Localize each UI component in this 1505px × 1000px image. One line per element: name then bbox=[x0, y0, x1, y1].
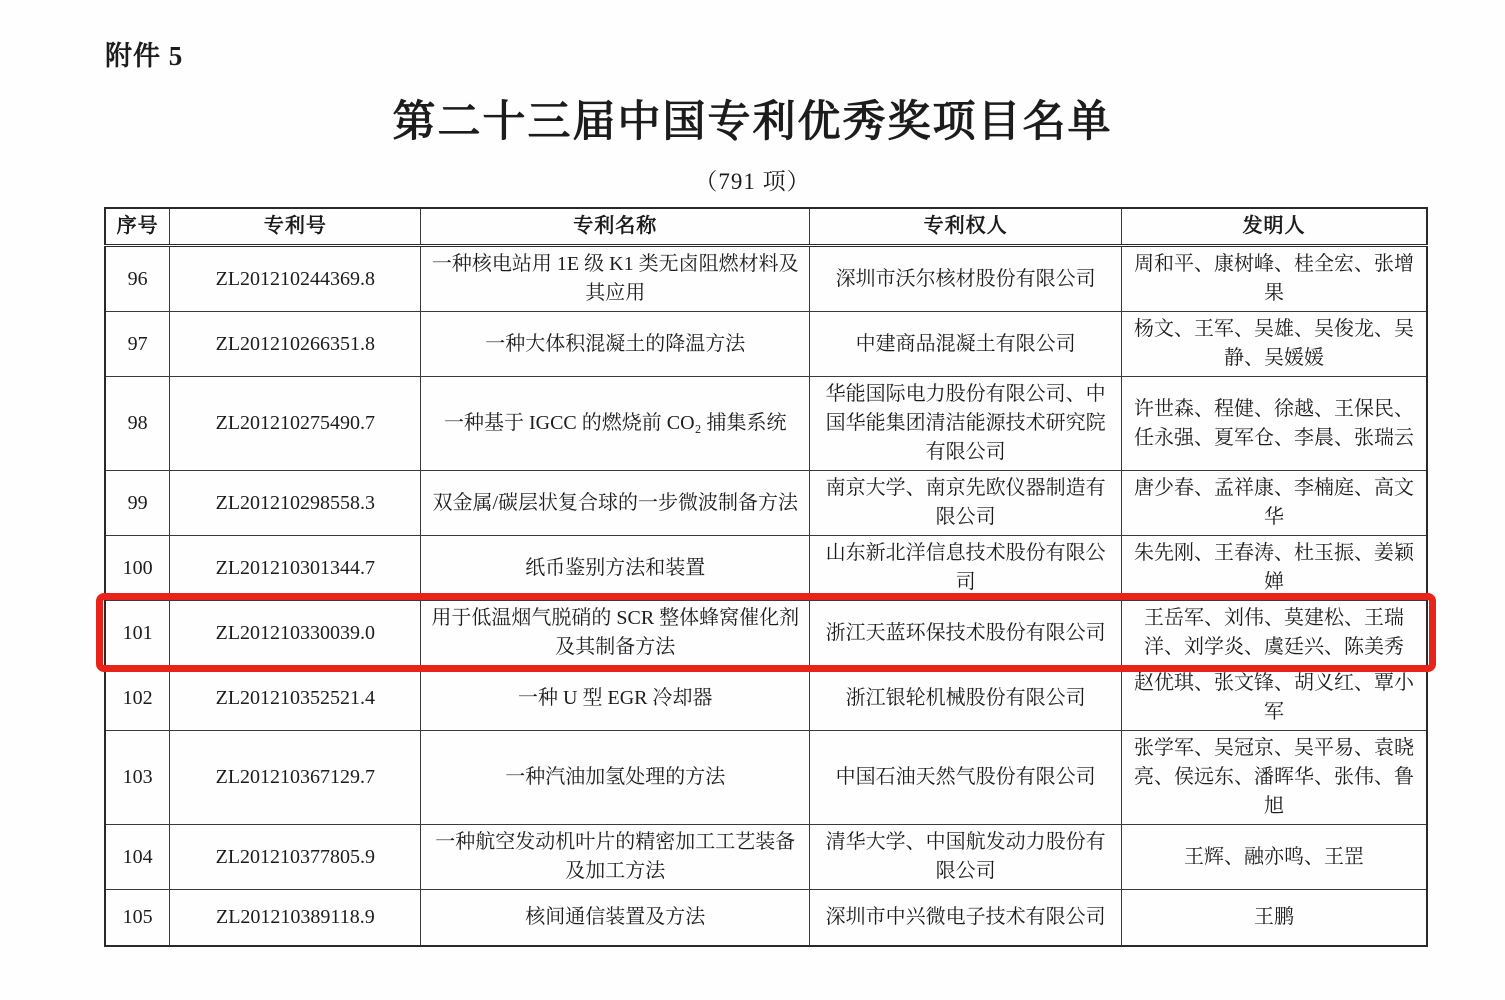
cell-patent-no: ZL201210301344.7 bbox=[170, 536, 421, 601]
cell-patent-name: 一种汽油加氢处理的方法 bbox=[421, 731, 810, 825]
cell-patent-no: ZL201210244369.8 bbox=[170, 246, 421, 312]
cell-patent-no: ZL201210389118.9 bbox=[170, 890, 421, 946]
column-header-no: 序号 bbox=[105, 208, 170, 246]
cell-inventors: 张学军、吴冠京、吴平易、袁晓亮、侯远东、潘晖华、张伟、鲁旭 bbox=[1122, 731, 1427, 825]
cell-patent-no: ZL201210298558.3 bbox=[170, 471, 421, 536]
patent-table-container bbox=[104, 207, 1428, 947]
column-header-patent-no: 专利号 bbox=[170, 208, 421, 246]
cell-patent-name: 一种基于 IGCC 的燃烧前 CO₂ 捕集系统 bbox=[421, 377, 810, 471]
cell-inventors: 王鹏 bbox=[1122, 890, 1427, 946]
cell-no: 104 bbox=[105, 825, 170, 890]
column-header-inventors: 发明人 bbox=[1122, 208, 1427, 246]
cell-inventors: 唐少春、孟祥康、李楠庭、高文华 bbox=[1122, 471, 1427, 536]
attachment-label: 附件 5 bbox=[105, 41, 184, 71]
cell-no: 101 bbox=[105, 601, 170, 666]
cell-patentee: 南京大学、南京先欧仪器制造有限公司 bbox=[810, 471, 1122, 536]
count-note: （791 项） bbox=[694, 169, 811, 194]
page-title: 第二十三届中国专利优秀奖项目名单 bbox=[392, 99, 1113, 146]
cell-no: 96 bbox=[105, 246, 170, 312]
cell-patentee: 浙江天蓝环保技术股份有限公司 bbox=[810, 601, 1122, 666]
cell-patent-no: ZL201210352521.4 bbox=[170, 666, 421, 731]
patent-table bbox=[104, 207, 1428, 947]
table-row-98 bbox=[105, 377, 1427, 471]
cell-patentee: 中国石油天然气股份有限公司 bbox=[810, 731, 1122, 825]
cell-inventors: 周和平、康树峰、桂全宏、张增果 bbox=[1122, 246, 1427, 312]
cell-patent-no: ZL201210275490.7 bbox=[170, 377, 421, 471]
cell-patentee: 中建商品混凝土有限公司 bbox=[810, 312, 1122, 377]
cell-no: 102 bbox=[105, 666, 170, 731]
cell-inventors: 赵优琪、张文锋、胡义红、覃小军 bbox=[1122, 666, 1427, 731]
cell-no: 100 bbox=[105, 536, 170, 601]
cell-patent-name: 核间通信装置及方法 bbox=[421, 890, 810, 946]
table-row-105 bbox=[105, 890, 1427, 946]
cell-inventors: 杨文、王军、吴雄、吴俊龙、吴静、吴媛媛 bbox=[1122, 312, 1427, 377]
cell-patentee: 清华大学、中国航发动力股份有限公司 bbox=[810, 825, 1122, 890]
cell-inventors: 朱先刚、王春涛、杜玉振、姜颖婵 bbox=[1122, 536, 1427, 601]
cell-patent-name: 一种 U 型 EGR 冷却器 bbox=[421, 666, 810, 731]
cell-patent-no: ZL201210377805.9 bbox=[170, 825, 421, 890]
table-row-99 bbox=[105, 471, 1427, 536]
table-row-103 bbox=[105, 731, 1427, 825]
cell-no: 105 bbox=[105, 890, 170, 946]
table-header-row bbox=[105, 208, 1427, 246]
cell-patentee: 深圳市沃尔核材股份有限公司 bbox=[810, 246, 1122, 312]
cell-inventors: 王岳军、刘伟、莫建松、王瑞洋、刘学炎、虞廷兴、陈美秀 bbox=[1122, 601, 1427, 666]
cell-patent-no: ZL201210266351.8 bbox=[170, 312, 421, 377]
cell-patentee: 深圳市中兴微电子技术有限公司 bbox=[810, 890, 1122, 946]
table-row-101 bbox=[105, 601, 1427, 666]
column-header-patentee: 专利权人 bbox=[810, 208, 1122, 246]
cell-patent-no: ZL201210367129.7 bbox=[170, 731, 421, 825]
cell-patent-name: 用于低温烟气脱硝的 SCR 整体蜂窝催化剂及其制备方法 bbox=[421, 601, 810, 666]
cell-patent-no: ZL201210330039.0 bbox=[170, 601, 421, 666]
cell-patent-name: 双金属/碳层状复合球的一步微波制备方法 bbox=[421, 471, 810, 536]
cell-patentee: 浙江银轮机械股份有限公司 bbox=[810, 666, 1122, 731]
cell-no: 97 bbox=[105, 312, 170, 377]
table-row-96 bbox=[105, 246, 1427, 312]
table-row-104 bbox=[105, 825, 1427, 890]
table-body bbox=[105, 246, 1427, 946]
table-row-100 bbox=[105, 536, 1427, 601]
table-row-97 bbox=[105, 312, 1427, 377]
cell-patent-name: 纸币鉴别方法和装置 bbox=[421, 536, 810, 601]
cell-patentee: 华能国际电力股份有限公司、中国华能集团清洁能源技术研究院有限公司 bbox=[810, 377, 1122, 471]
cell-no: 99 bbox=[105, 471, 170, 536]
cell-patent-name: 一种大体积混凝土的降温方法 bbox=[421, 312, 810, 377]
cell-no: 103 bbox=[105, 731, 170, 825]
cell-no: 98 bbox=[105, 377, 170, 471]
table-row-102 bbox=[105, 666, 1427, 731]
cell-inventors: 许世森、程健、徐越、王保民、任永强、夏军仓、李晨、张瑞云 bbox=[1122, 377, 1427, 471]
cell-inventors: 王辉、融亦鸣、王罡 bbox=[1122, 825, 1427, 890]
cell-patentee: 山东新北洋信息技术股份有限公司 bbox=[810, 536, 1122, 601]
column-header-name: 专利名称 bbox=[421, 208, 810, 246]
cell-patent-name: 一种航空发动机叶片的精密加工工艺装备及加工方法 bbox=[421, 825, 810, 890]
cell-patent-name: 一种核电站用 1E 级 K1 类无卤阻燃材料及其应用 bbox=[421, 246, 810, 312]
